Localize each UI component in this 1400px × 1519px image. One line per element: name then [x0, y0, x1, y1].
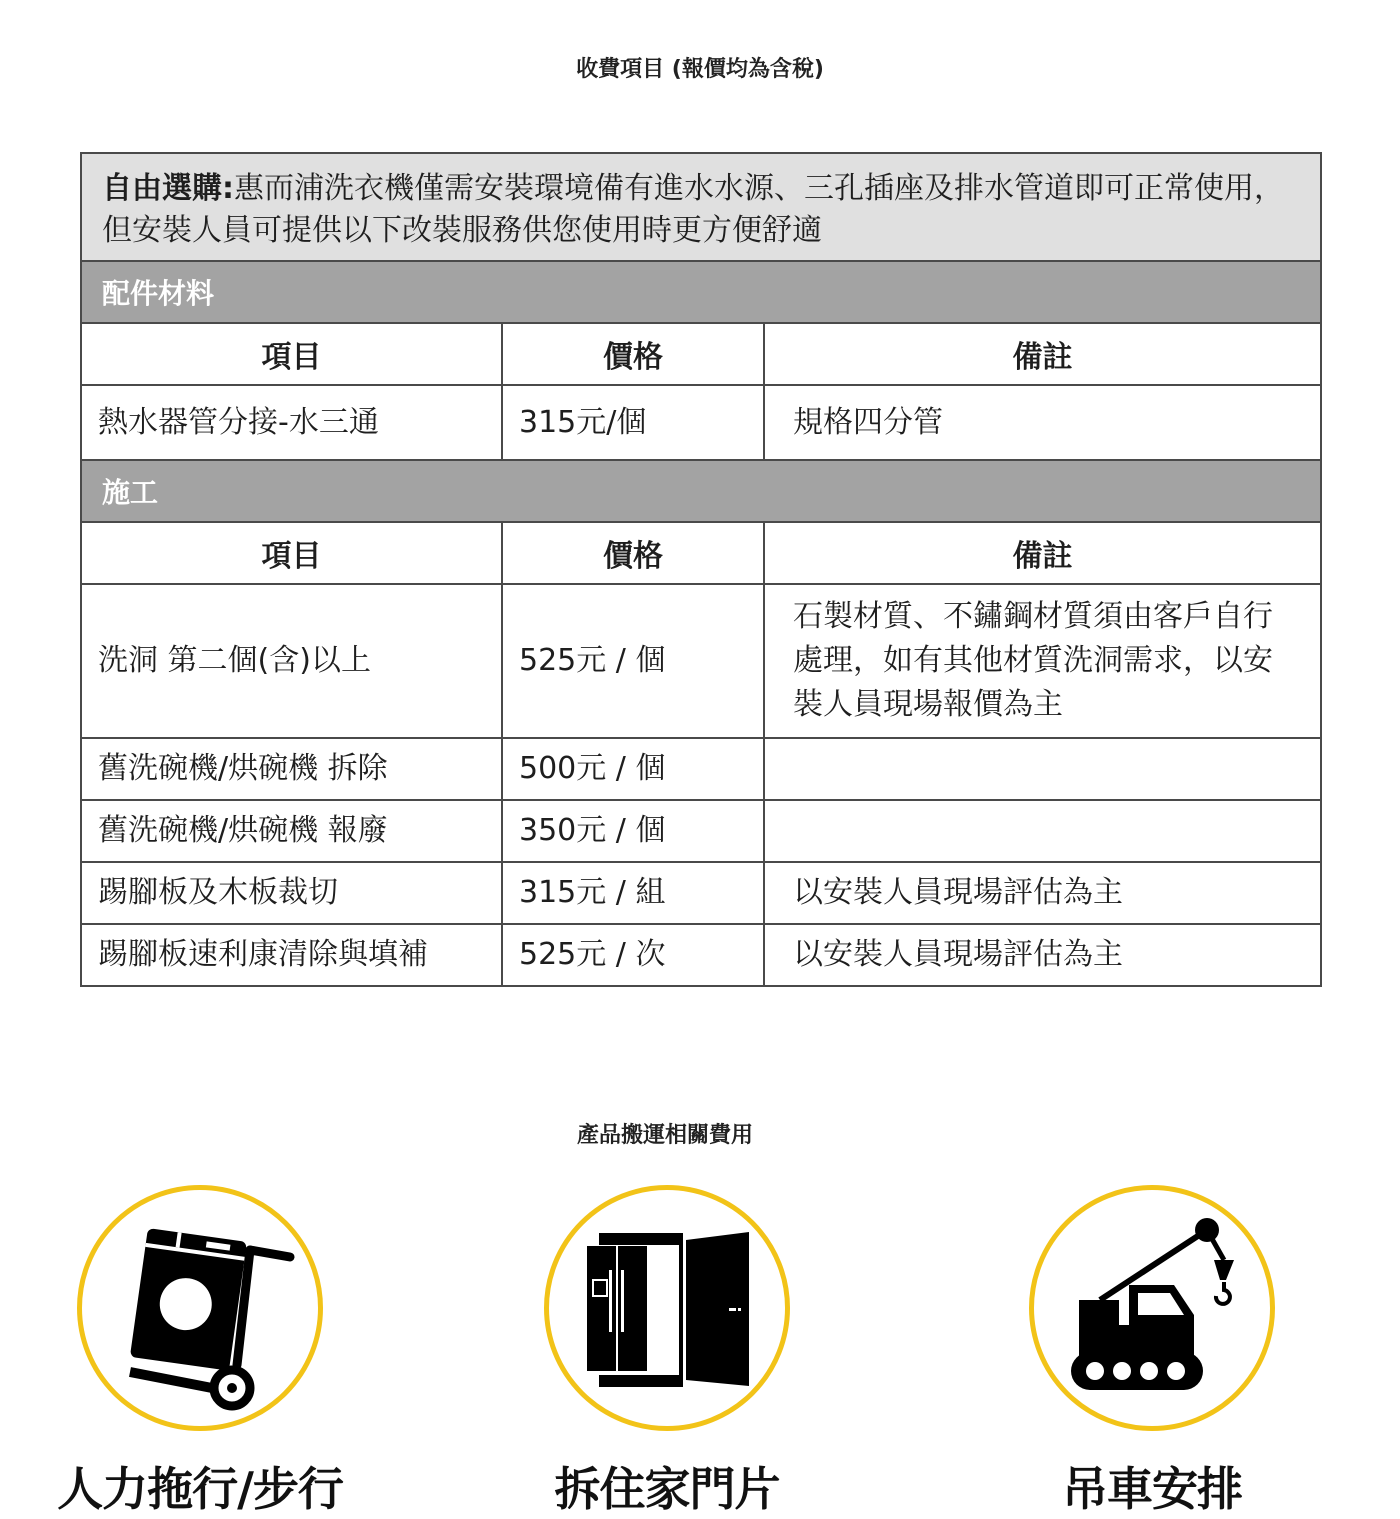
table-row — [81, 924, 1321, 986]
item-cell: 舊洗碗機/烘碗機 報廢 — [81, 800, 502, 862]
price-cell: 500元 / 個 — [502, 738, 764, 800]
price-cell: 525元 / 個 — [502, 584, 764, 738]
price-cell: 315元/個 — [502, 385, 764, 460]
price-table — [80, 152, 1322, 987]
price-cell: 525元 / 次 — [502, 924, 764, 986]
item-cell: 舊洗碗機/烘碗機 拆除 — [81, 738, 502, 800]
intro-row — [81, 153, 1321, 261]
note-cell: 石製材質、不鏽鋼材質須由客戶自行處理，如有其他材質洗洞需求，以安裝人員現場報價為主 — [764, 584, 1321, 738]
hand-truck-washer-icon — [82, 1190, 318, 1426]
page-title: 收費項目 (報價均為含稅) — [576, 57, 824, 82]
note-cell: 以安裝人員現場評估為主 — [764, 924, 1321, 986]
intro-text — [81, 153, 1321, 261]
table-row — [81, 738, 1321, 800]
table-row — [81, 862, 1321, 924]
price-cell: 315元 / 組 — [502, 862, 764, 924]
column-header-note: 備註 — [764, 323, 1321, 385]
note-cell — [764, 738, 1321, 800]
service-label: 拆住家門片 — [554, 1462, 780, 1516]
transport-title: 產品搬運相關費用 — [576, 1123, 753, 1148]
item-cell: 踢腳板及木板裁切 — [81, 862, 502, 924]
fridge-door-icon — [549, 1190, 785, 1426]
section-title: 施工 — [81, 460, 1321, 522]
icon-ring — [544, 1185, 790, 1431]
column-header-item: 項目 — [81, 522, 502, 584]
note-cell: 規格四分管 — [764, 385, 1321, 460]
table-row — [81, 385, 1321, 460]
table-row — [81, 584, 1321, 738]
column-header-item: 項目 — [81, 323, 502, 385]
note-cell — [764, 800, 1321, 862]
section-header-accessories — [81, 261, 1321, 323]
service-label: 人力拖行/步行 — [57, 1462, 343, 1516]
icon-ring — [1029, 1185, 1275, 1431]
section-title: 配件材料 — [81, 261, 1321, 323]
intro-body: 惠而浦洗衣機僅需安裝環境備有進水水源、三孔插座及排水管道即可正常使用，但安裝人員可提供以下改裝服務供您使用時更方便舒適 — [102, 171, 1284, 248]
crane-icon — [1034, 1190, 1270, 1426]
service-hand-truck — [35, 1185, 365, 1519]
service-label: 吊車安排 — [1062, 1462, 1242, 1516]
note-cell: 以安裝人員現場評估為主 — [764, 862, 1321, 924]
column-header-row — [81, 522, 1321, 584]
item-cell: 踢腳板速利康清除與填補 — [81, 924, 502, 986]
section-header-construction — [81, 460, 1321, 522]
service-crane — [987, 1185, 1317, 1519]
service-remove-door — [502, 1185, 832, 1519]
table-row — [81, 800, 1321, 862]
item-cell: 洗洞 第二個(含)以上 — [81, 584, 502, 738]
column-header-note: 備註 — [764, 522, 1321, 584]
intro-bold-prefix: 自由選購: — [102, 171, 234, 206]
column-header-price: 價格 — [502, 323, 764, 385]
icon-ring — [77, 1185, 323, 1431]
price-cell: 350元 / 個 — [502, 800, 764, 862]
item-cell: 熱水器管分接-水三通 — [81, 385, 502, 460]
column-header-row — [81, 323, 1321, 385]
column-header-price: 價格 — [502, 522, 764, 584]
